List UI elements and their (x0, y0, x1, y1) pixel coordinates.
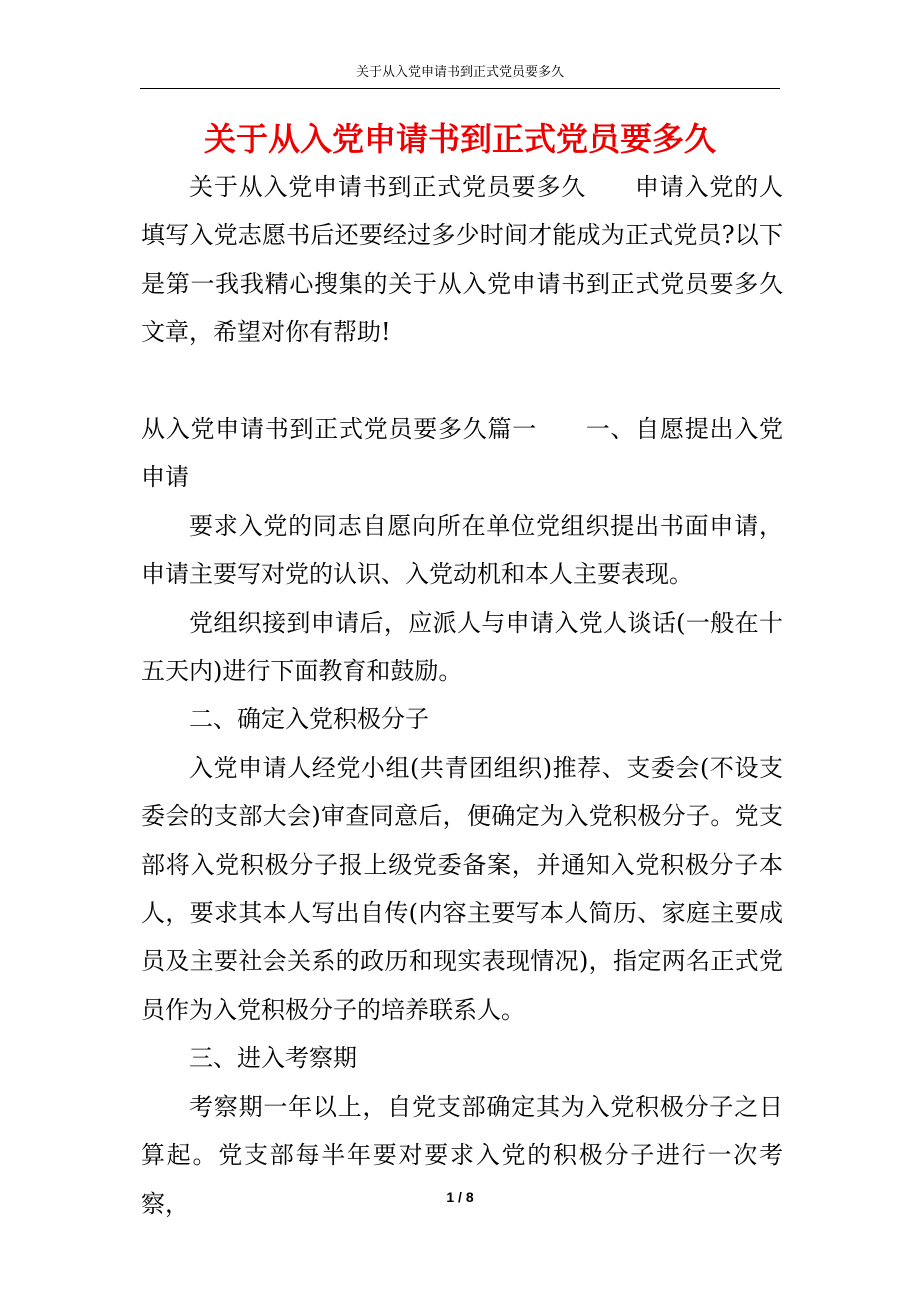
section-title: 从入党申请书到正式党员要多久篇一 (141, 415, 537, 444)
step-heading: 二、确定入党积极分子 (189, 705, 429, 734)
section-heading (141, 405, 783, 502)
body-paragraph: 入党申请人经党小组(共青团组织)推荐、支委会(不设支委会的支部大会)审查同意后，便确定为入党积极分子。党支部将入党积极分子报上级党委备案，并通知入党积极分子本人，要求其本人写出自传(内容主要写本人简历、家庭主要成员及主要社会关系的政历和现实表现情况)，指定两名正式党员作为入党积极分子的培养联系人。 (141, 753, 783, 1024)
intro-paragraph (141, 163, 783, 357)
blank-line (141, 357, 783, 405)
section-step-one: 一、自愿提出入党申请 (141, 415, 783, 492)
body-paragraph: 党组织接到申请后，应派人与申请入党人谈话(一般在十五天内)进行下面教育和鼓励。 (141, 608, 783, 686)
step-heading: 三、进入考察期 (189, 1044, 357, 1073)
running-header: 关于从入党申请书到正式党员要多久 (355, 65, 564, 80)
intro-text: 申请入党的人填写入党志愿书后还要经过多少时间才能成为正式党员?以下是第一我我精心搜集的关于从入党申请书到正式党员要多久文章，希望对你有帮助! (141, 173, 784, 347)
document-body (141, 163, 783, 1228)
document-title: 关于从入党申请书到正式党员要多久 (203, 120, 716, 158)
body-paragraph: 要求入党的同志自愿向所在单位党组织提出书面申请，申请主要写对党的认识、入党动机和本人主要表现。 (141, 511, 783, 589)
body-paragraph: 考察期一年以上，自党支部确定其为入党积极分子之日算起。党支部每半年要对要求入党的积极分子进行一次考察， (141, 1092, 783, 1218)
page-indicator: 1 / 8 (446, 1189, 474, 1205)
intro-lead: 关于从入党申请书到正式党员要多久 (189, 173, 587, 201)
header-divider (140, 88, 780, 89)
